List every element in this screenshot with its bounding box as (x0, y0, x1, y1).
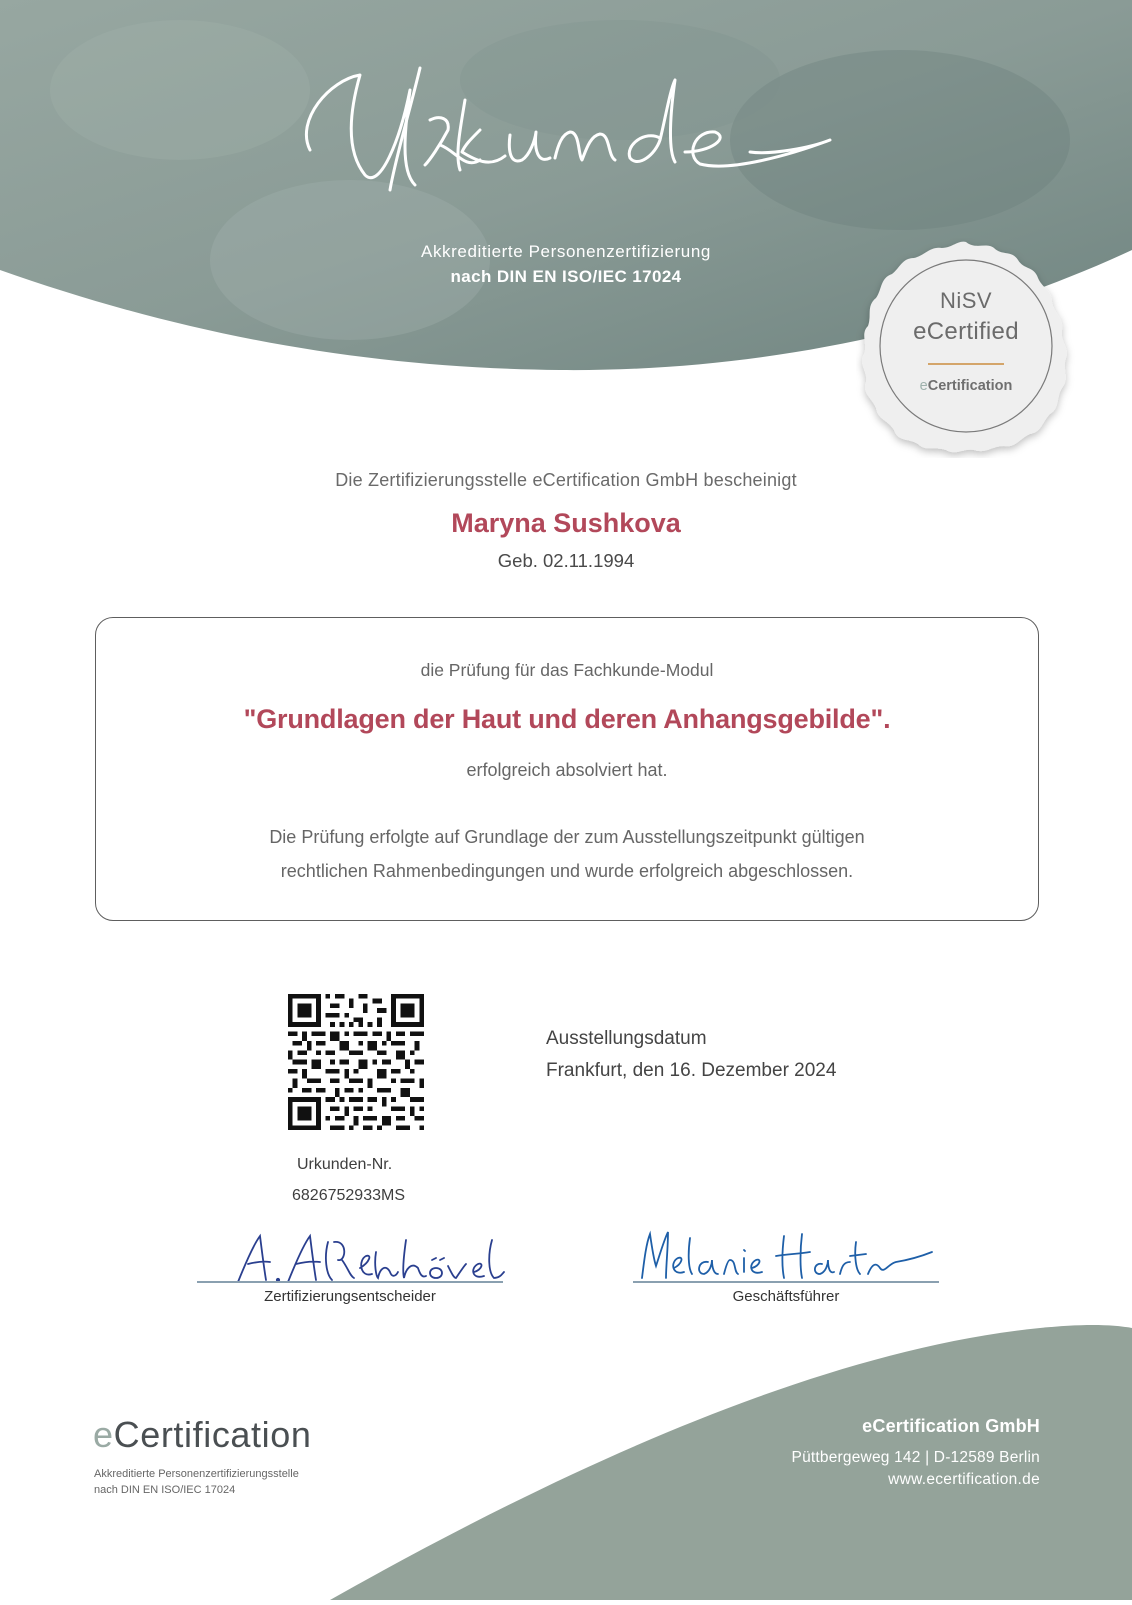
accreditation-text: Akkreditierte Personenzertifizierung (421, 242, 711, 261)
accreditation-standard: nach DIN EN ISO/IEC 17024 (450, 267, 682, 286)
qr-code[interactable] (288, 994, 424, 1130)
certificate-number: 6826752933MS (292, 1187, 405, 1204)
company-address: Püttbergeweg 142 | D-12589 Berlin (791, 1449, 1040, 1466)
module-title: "Grundlagen der Haut und deren Anhangsgebilde". (243, 704, 891, 734)
certifies-statement: Die Zertifizierungsstelle eCertification GmbH bescheinigt (335, 470, 797, 490)
signature-role-right: Geschäftsführer (732, 1288, 840, 1305)
issue-date: Frankfurt, den 16. Dezember 2024 (546, 1060, 837, 1081)
exam-result: erfolgreich absolviert hat. (466, 760, 668, 780)
certificate-number-label: Urkunden-Nr. (297, 1156, 393, 1173)
company-website-link[interactable]: www.ecertification.de (888, 1471, 1040, 1488)
signature-role-left: Zertifizierungsentscheider (264, 1288, 436, 1305)
signature-certification-decider (230, 1232, 510, 1286)
seal-brand: eCertification (919, 378, 1013, 394)
exam-details-box (95, 617, 1039, 921)
seal-line-2: eCertified (913, 318, 1019, 345)
signature-line-right (633, 1281, 939, 1283)
signature-managing-director (636, 1228, 936, 1284)
exam-note-line-2: rechtlichen Rahmenbedingungen und wurde erfolgreich abgeschlossen. (280, 861, 854, 881)
ecertification-logo: eCertification (93, 1414, 312, 1455)
signature-line-left (197, 1281, 503, 1283)
nisv-ecertified-seal (856, 238, 1076, 458)
recipient-name: Maryna Sushkova (451, 508, 681, 538)
seal-line-1: NiSV (939, 288, 993, 313)
company-name: eCertification GmbH (862, 1416, 1040, 1436)
certificate-title-urkunde (290, 60, 850, 200)
issue-date-label: Ausstellungsdatum (546, 1028, 707, 1049)
company-info (792, 1416, 1040, 1489)
exam-intro: die Prüfung für das Fachkunde-Modul (420, 660, 714, 680)
exam-note-line-1: Die Prüfung erfolgte auf Grundlage der zum Ausstellungszeitpunkt gültigen (269, 827, 865, 847)
recipient-birth-date: Geb. 02.11.1994 (497, 550, 635, 571)
seal-divider (928, 363, 1004, 365)
logo-subtitle: Akkreditierte Personenzertifizierungsstelle nach DIN EN ISO/IEC 17024 (94, 1468, 299, 1496)
